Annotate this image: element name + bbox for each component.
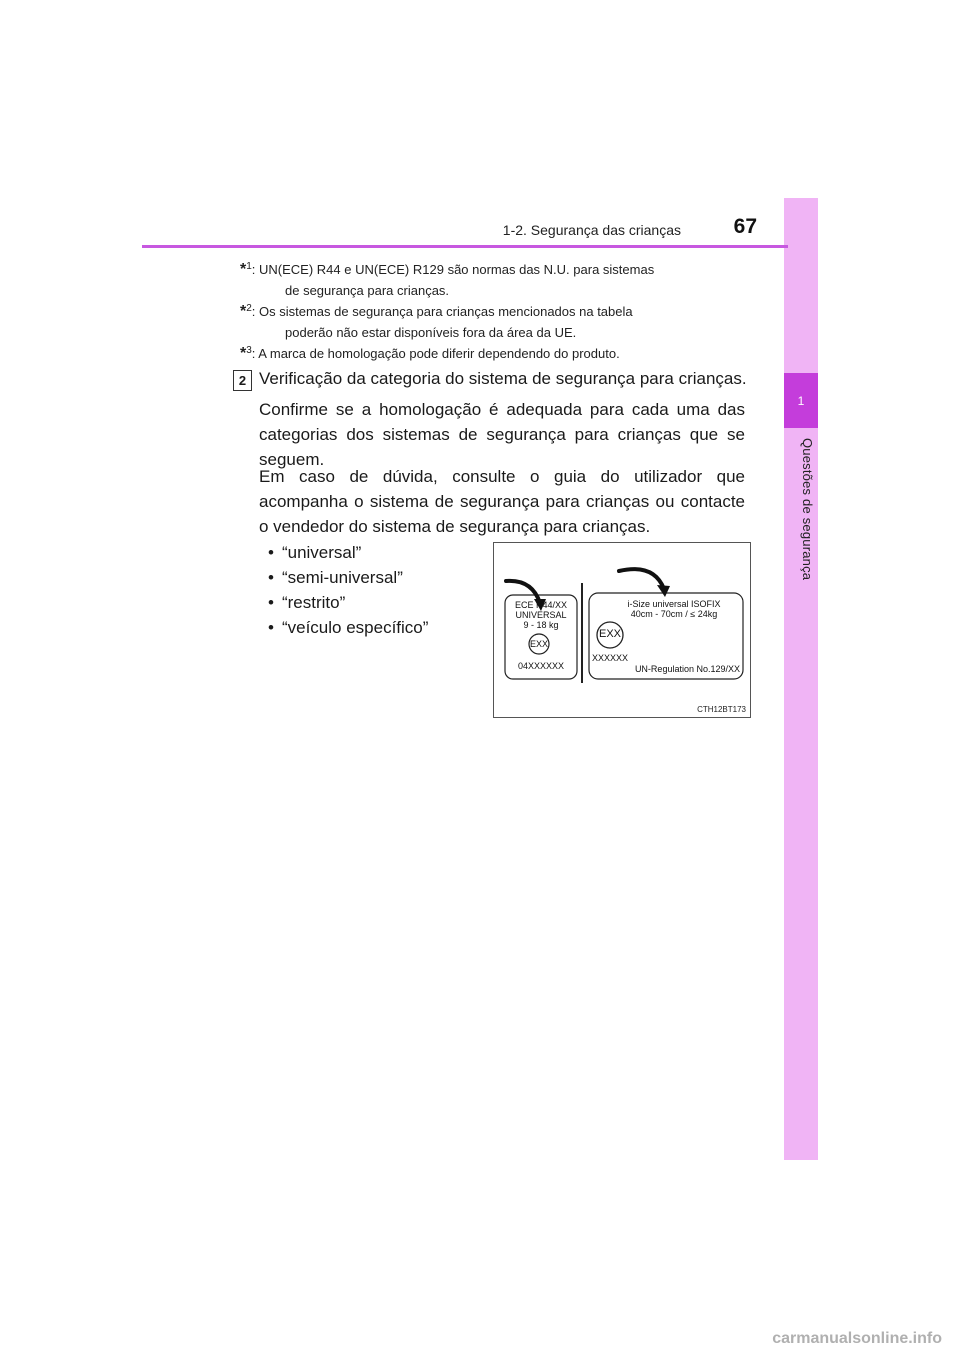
section-title: 1-2. Segurança das crianças bbox=[502, 222, 681, 238]
header-rule bbox=[142, 245, 788, 248]
footnote-3: *$^3$: A marca de homologação pode diferir dependendo do produto. bbox=[240, 345, 620, 362]
r44-line3: 9 - 18 kg bbox=[523, 620, 559, 630]
r129-regulation: UN-Regulation No.129/XX bbox=[634, 664, 740, 674]
footnote-1: *$^1$: UN(ECE) R44 e UN(ECE) R129 são normas das N.U. para sistemas de segurança para crianças. bbox=[240, 261, 655, 298]
r44-line2: UNIVERSAL bbox=[515, 610, 567, 620]
r44-approval: 04XXXXXX bbox=[517, 661, 565, 671]
figure-code: CTH12BT173 bbox=[697, 705, 746, 714]
watermark: carmanualsonline.info bbox=[772, 1330, 942, 1347]
r129-approval: XXXXXX bbox=[592, 653, 629, 663]
category-list bbox=[268, 540, 478, 640]
paragraph-confirm: Confirme se a homologação é adequada para cada uma das categorias dos sistemas de segurança para crianças que se seguem. bbox=[259, 400, 745, 469]
r44-line1: ECE R44/XX bbox=[514, 600, 568, 610]
r44-emark: EXX bbox=[529, 639, 548, 649]
chapter-number: 1 bbox=[784, 373, 818, 428]
list-item: • “veículo específico” bbox=[268, 615, 478, 640]
step-number-box: 2 bbox=[233, 370, 252, 391]
list-item: • “universal” bbox=[268, 540, 478, 565]
r129-emark: EXX bbox=[598, 628, 621, 640]
paragraph-doubt: Em caso de dúvida, consulte o guia do utilizador que acompanha o sistema de segurança para crianças ou contacte o vendedor do sistema de segurança para crianças. bbox=[259, 467, 745, 536]
step-heading: Verificação da categoria do sistema de segurança para crianças. bbox=[259, 369, 747, 388]
page-number: 67 bbox=[733, 215, 757, 238]
list-item: • “semi-universal” bbox=[268, 565, 478, 590]
chapter-side-tab bbox=[784, 198, 818, 1160]
chapter-title: Questões de segurança bbox=[800, 438, 815, 581]
approval-label-figure bbox=[493, 542, 751, 718]
r129-line2: 40cm - 70cm / ≤ 24kg bbox=[630, 609, 718, 619]
list-item: • “restrito” bbox=[268, 590, 478, 615]
footnote-2: *$^2$: Os sistemas de segurança para crianças mencionados na tabela poderão não estar disponíveis fora da área da UE. bbox=[240, 303, 633, 340]
r129-line1: i-Size universal ISOFIX bbox=[627, 599, 721, 609]
page-header bbox=[142, 214, 788, 248]
